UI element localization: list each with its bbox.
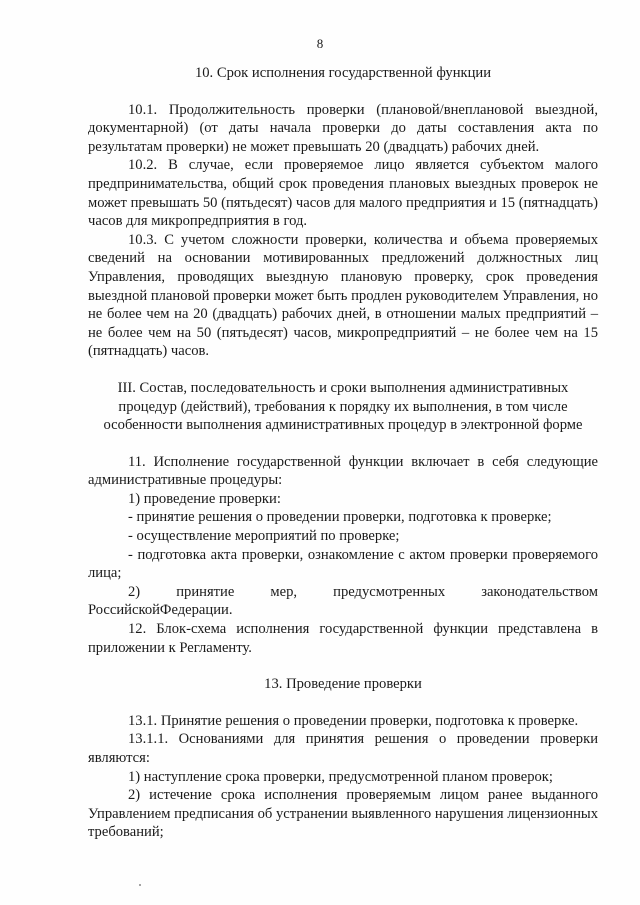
section-10-title: 10. Срок исполнения государственной функции xyxy=(194,65,492,81)
list-item-2-tail: РоссийскойФедерации. xyxy=(88,602,233,619)
list-item-2-word-5: законодательством xyxy=(481,583,598,600)
list-item-2-word-3: мер, xyxy=(270,583,298,600)
list-item-2-word-4: предусмотренных xyxy=(333,583,446,600)
scan-speck xyxy=(139,884,141,886)
list-item-decision: - принятие решения о проведении проверки, подготовка к проверке; xyxy=(128,509,552,526)
paragraph-10-3: 10.3. С учетом сложности проверки, количества и объема проверяемых сведений на основании мотивированных предложений должностных лиц Управления, проводящих выездную плановую проверку, срок проведения выездной плановой проверки может быть продлен руководителем Управления, но не более чем на 20 (двадцать) рабочих дней, в отношении малых предприятий – не более чем на 50 (пятьдесят) часов, микропредприятий – не более чем на 15 (пятнадцать) часов. xyxy=(88,231,598,360)
list-item-act: - подготовка акта проверки, ознакомление с актом проверки проверяемого лица; xyxy=(88,546,598,582)
list-item-measures: - осуществление мероприятий по проверке; xyxy=(128,528,400,545)
list-item-deadline: 2) истечение срока исполнения проверяемым лицом ранее выданного Управлением предписания об устранении выявленного нарушения лицензионных требований; xyxy=(88,787,598,841)
section-13-title: 13. Проведение проверки xyxy=(264,676,422,693)
section-3-title-line-1: III. Состав, последовательность и сроки выполнения административных xyxy=(117,379,569,396)
page-content xyxy=(88,64,598,842)
section-3-title-line-2: процедур (действий), требования к порядку их выполнения, в том числе xyxy=(118,398,568,415)
paragraph-13-1: 13.1. Принятие решения о проведении проверки, подготовка к проверке. xyxy=(128,712,579,729)
paragraph-13-1-1: 13.1.1. Основаниями для принятия решения о проведении проверки являются: xyxy=(88,731,598,766)
list-item-schedule: 1) наступление срока проверки, предусмотренной планом проверок; xyxy=(128,768,553,785)
paragraph-11: 11. Исполнение государственной функции включает в себя следующие административные процедуры: xyxy=(88,453,598,489)
paragraph-12: 12. Блок-схема исполнения государственной функции представлена в приложении к Регламенту. xyxy=(88,621,598,656)
list-item-proverka: 1) проведение проверки: xyxy=(128,490,281,507)
paragraph-10-2: 10.2. В случае, если проверяемое лицо является субъектом малого предпринимательства, общий срок проведения плановых выездных проверок не может превышать 50 (пятьдесят) часов для малого предприятия и 15 (пятнадцать) часов для микропредприятия в год. xyxy=(88,157,598,230)
list-item-2-line xyxy=(88,583,598,602)
list-item-2-word-1: 2) xyxy=(128,583,141,600)
page-number: 8 xyxy=(316,36,324,51)
list-item-2-word-2: принятие xyxy=(176,583,235,600)
paragraph-10-1: 10.1. Продолжительность проверки (плановой/внеплановой выездной, документарной) (от даты начала проверки до даты составления акта по результатам проверки) не может превышать 20 (двадцать) рабочих дней. xyxy=(88,101,598,155)
section-3-title-line-3: особенности выполнения административных процедур в электронной форме xyxy=(103,417,583,434)
